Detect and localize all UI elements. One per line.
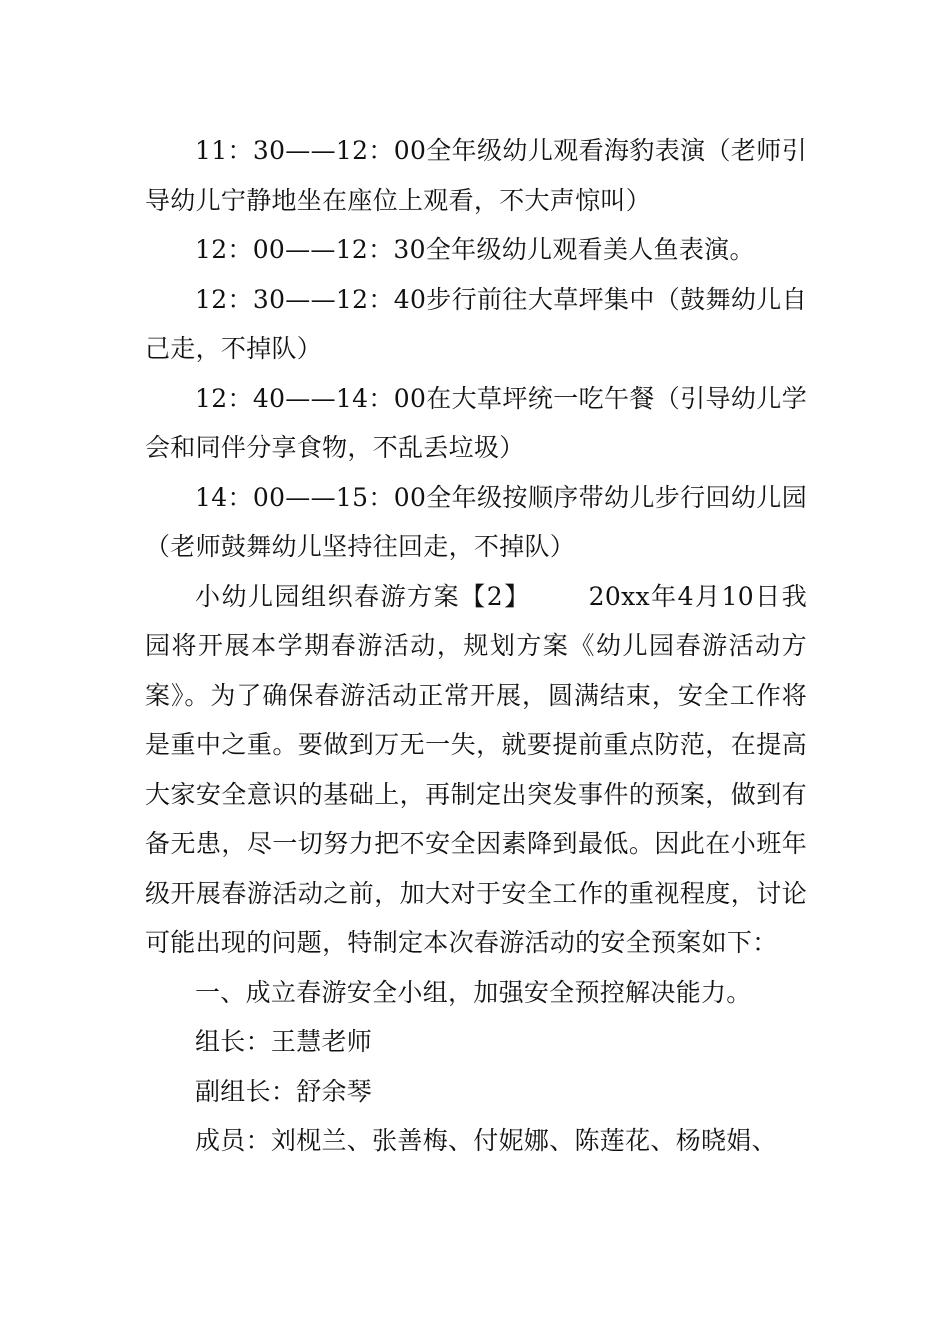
- schedule-paragraph-4: 12：40——14：00在大草坪统一吃午餐（引导幼儿学会和同伴分享食物，不乱丢垃圾）: [145, 383, 807, 462]
- schedule-paragraph-5: 14：00——15：00全年级按顺序带幼儿步行回幼儿园（老师鼓舞幼儿坚持往回走，不掉队）: [145, 482, 807, 561]
- schedule-paragraph-3: 12：30——12：40步行前往大草坪集中（鼓舞幼儿自己走，不掉队）: [145, 284, 807, 363]
- item-paragraph-3: 副组长：舒余琴: [195, 1076, 373, 1106]
- section-body: 20xx年4月10日我园将开展本学期春游活动，规划方案《幼儿园春游活动方案》。为了确保春游活动正常开展，圆满结束，安全工作将是重中之重。要做到万无一失，就要提前重点防范，在提高大家安全意识的基础上，再制定出突发事件的预案，做到有备无患，尽一切努力把不安全因素降到最低。因此在小班年级开展春游活动之前，加大对于安全工作的重视程度，讨论可能出现的问题，特制定本次春游活动的安全预案如下：: [145, 581, 807, 957]
- schedule-paragraph-2: 12：00——12：30全年级幼儿观看美人鱼表演。: [195, 235, 755, 264]
- section-paragraph: [145, 572, 807, 968]
- item-paragraph-1: 一、成立春游安全小组，加强安全预控解决能力。: [195, 977, 752, 1007]
- item-paragraph-4: 成员：刘枧兰、张善梅、付妮娜、陈莲花、杨晓娟、: [195, 1126, 777, 1155]
- section-title: 小幼儿园组织春游方案【2】: [195, 581, 531, 611]
- schedule-paragraph-1: 11：30——12：00全年级幼儿观看海豹表演（老师引导幼儿宁静地坐在座位上观看，不大声惊叫）: [145, 136, 807, 215]
- document-page: [145, 126, 807, 1166]
- item-paragraph-2: 组长：王慧老师: [195, 1027, 373, 1056]
